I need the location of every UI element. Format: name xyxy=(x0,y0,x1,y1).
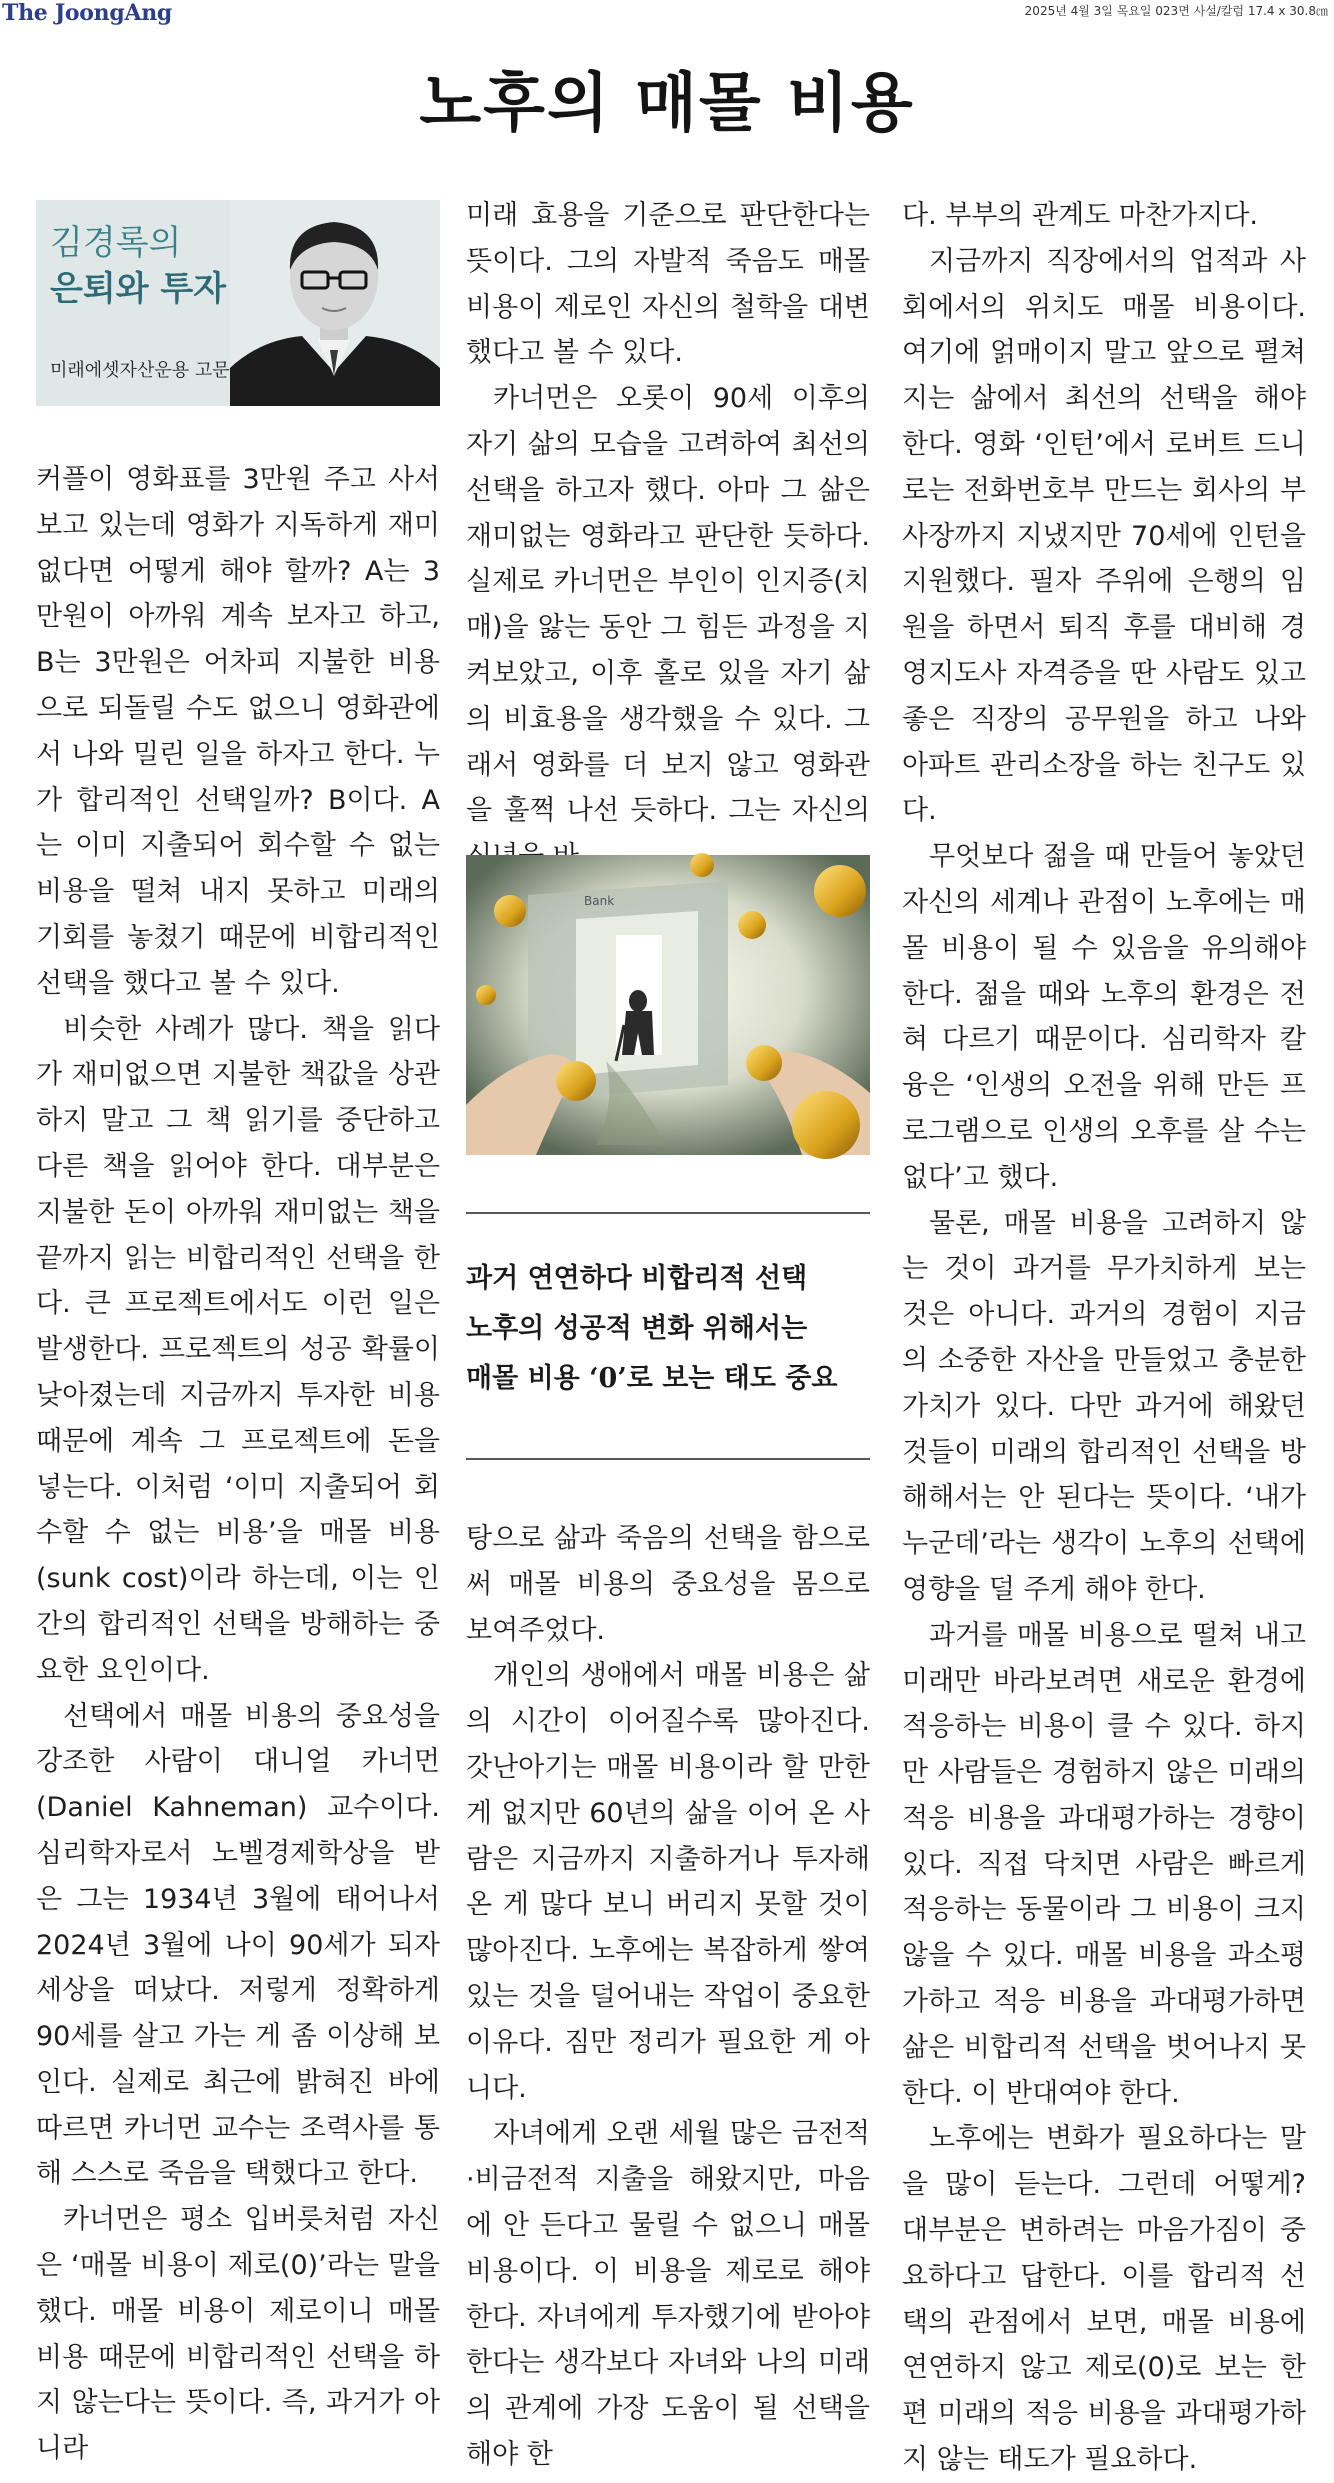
paragraph: 자녀에게 오랜 세월 많은 금전적·비금전적 지출을 해왔지만, 마음에 안 든다고 물릴 수 없으니 매몰 비용이다. 이 비용을 제로로 해야 한다. 자녀에게 투자했기에 받아야 한다는 생각보다 자녀와 나의 미래의 관계에 가장 도움이 될 선택을 해야 한 xyxy=(466,2118,870,2470)
publication-info: 2025년 4월 3일 목요일 023면 사설/칼럼 17.4 x 30.8㎝ xyxy=(1024,4,1328,18)
paragraph: 개인의 생애에서 매몰 비용은 삶의 시간이 이어질수록 많아진다. 갓난아기는 매몰 비용이라 할 만한 게 없지만 60년의 삶을 이어 온 사람은 지금까지 지출하거나 투자해온 게 많다 보니 버리지 못할 것이 많아진다. 노후에는 복잡하게 쌓여 있는 것을 덜어내는 작업이 중요한 이유다. 짐만 정리가 필요한 게 아니다. xyxy=(466,1660,870,2104)
article-column-3 xyxy=(902,193,1306,2483)
author-portrait xyxy=(230,200,440,406)
paragraph: 카너먼은 평소 입버릇처럼 자신은 ‘매몰 비용이 제로(0)’라는 말을 했다. 매몰 비용이 제로이니 매몰 비용 때문에 비합리적인 선택을 하지 않는다는 뜻이다. 즉, 과거가 아니라 xyxy=(36,2204,440,2465)
paragraph: 미래 효용을 기준으로 판단한다는 뜻이다. 그의 자발적 죽음도 매몰 비용이 제로인 자신의 철학을 대변했다고 볼 수 있다. xyxy=(466,200,870,369)
paragraph: 탕으로 삶과 죽음의 선택을 함으로써 매몰 비용의 중요성을 몸으로 보여주었다. xyxy=(466,1523,870,1646)
paragraph: 다. 부부의 관계도 마찬가지다. xyxy=(902,200,1258,231)
newspaper-logo: The JoongAng xyxy=(2,0,173,26)
paragraph: 노후에는 변화가 필요하다는 말을 많이 듣는다. 그런데 어떻게? 대부분은 변하려는 마음가짐이 중요하다고 답한다. 이를 합리적 선택의 관점에서 보면, 매몰 비용에 연연하지 않고 제로(0)로 보는 한편 미래의 적응 비용을 과대평가하지 않는 태도가 필요하다. xyxy=(902,2123,1306,2476)
paragraph: 물론, 매몰 비용을 고려하지 않는 것이 과거를 무가치하게 보는 것은 아니다. 과거의 경험이 지금의 소중한 자산을 만들었고 충분한 가치가 있다. 다만 과거에 해왔던 것들이 미래의 합리적인 선택을 방해해서는 안 된다는 뜻이다. ‘내가 누군데’라는 생각이 노후의 선택에 영향을 덜 주게 해야 한다. xyxy=(902,1207,1306,1605)
paragraph: 커플이 영화표를 3만원 주고 사서 보고 있는데 영화가 지독하게 재미없다면 어떻게 해야 할까? A는 3만원이 아까워 계속 보자고 하고, B는 3만원은 어차피 지불한 비용으로 되돌릴 수도 없으니 영화관에서 나와 밀린 일을 하자고 한다. 누가 합리적인 선택일까? B이다. A는 이미 지출되어 회수할 수 없는 비용을 떨쳐 내지 못하고 미래의 기회를 놓쳤기 때문에 비합리적인 선택을 했다고 볼 수 있다. xyxy=(36,464,440,999)
paragraph: 선택에서 매몰 비용의 중요성을 강조한 사람이 대니얼 카너먼(Daniel Kahneman) 교수이다. 심리학자로서 노벨경제학상을 받은 그는 1934년 3월에 태어나서 2024년 3월에 나이 90세가 되자 세상을 떠났다. 저렇게 정확하게 90세를 살고 가는 게 좀 이상해 보인다. 실제로 최근에 밝혀진 바에 따르면 카너먼 교수는 조력사를 통해 스스로 죽음을 택했다고 한다. xyxy=(36,1700,440,2190)
column-name-line2: 은퇴와 투자 xyxy=(50,269,227,309)
paragraph: 카너먼은 오롯이 90세 이후의 자기 삶의 모습을 고려하여 최선의 선택을 하고자 했다. 아마 그 삶은 재미없는 영화라고 판단한 듯하다. 실제로 카너먼은 부인이 인지증(치매)을 앓는 동안 그 힘든 과정을 지켜보았고, 이후 홀로 있을 자기 삶의 비효용을 생각했을 수 있다. 그래서 영화를 더 보지 않고 영화관을 훌쩍 나선 듯하다. 그는 자신의 xyxy=(466,383,870,827)
paragraph: 지금까지 직장에서의 업적과 사회에서의 위치도 매몰 비용이다. 여기에 얽매이지 말고 앞으로 펼쳐지는 삶에서 최선의 선택을 해야 한다. 영화 ‘인턴’에서 로버트 드니로는 전화번호부 만드는 회사의 부사장까지 지냈지만 70세에 인턴을 지원했다. 필자 주위에 은행의 임원을 하면서 퇴직 후를 대비해 경영지도사 자격증을 딴 사람도 있고 좋은 직장의 공무원을 하고 나와 아파트 관리소장을 하는 친구도 있다. xyxy=(902,245,1306,827)
column-name-line1: 김경록의 xyxy=(50,223,182,263)
paragraph: 과거를 매몰 비용으로 떨쳐 내고 미래만 바라보려면 새로운 환경에 적응하는 비용이 클 수 있다. 하지만 사람들은 경험하지 않은 미래의 적응 비용을 과대평가하는 경향이 있다. 직접 닥치면 사람은 빠르게 적응하는 동물이라 그 비용이 크지 않을 수 있다. 매몰 비용을 과소평가하고 적응 비용을 과대평가하면 삶은 비합리적 선택을 벗어나지 못한다. 이 반대여야 한다. xyxy=(902,1619,1306,2109)
paragraph: 무엇보다 젊을 때 만들어 놓았던 자신의 세계나 관점이 노후에는 매몰 비용이 될 수 있음을 유의해야 한다. 젊을 때와 노후의 환경은 전혀 다르기 때문이다. 심리학자 칼 융은 ‘인생의 오전을 위해 만든 프로그램으로 인생의 오후를 살 수는 없다’고 했다. xyxy=(902,841,1306,1193)
article-column-2-top xyxy=(466,193,870,880)
bank-sign-text: Bank xyxy=(584,894,615,908)
article-column-1 xyxy=(36,457,440,2472)
article-title: 노후의 매몰 비용 xyxy=(419,67,915,141)
article-column-2-bottom xyxy=(466,1516,870,2478)
illustration-image xyxy=(466,855,870,1155)
author-title: 미래에셋자산운용 고문 xyxy=(50,360,230,381)
pull-quote-line: 매몰 비용 ‘0’로 보는 태도 중요 xyxy=(466,1363,838,1394)
column-profile-box xyxy=(36,200,440,406)
paragraph: 비슷한 사례가 많다. 책을 읽다가 재미없으면 지불한 책값을 상관하지 말고 그 책 읽기를 중단하고 다른 책을 읽어야 한다. 대부분은 지불한 돈이 아까워 재미없는 책을 끝까지 읽는 비합리적인 선택을 한다. 큰 프로젝트에서도 이런 일은 발생한다. 프로젝트의 성공 확률이 낮아졌는데 지금까지 투자한 비용 때문에 계속 그 프로젝트에 돈을 넣는다. 이처럼 ‘이미 지출되어 회수할 수 없는 비용’을 매몰 비용(sunk cost)이라 하는데, 이는 인간의 합리적인 선택을 방해하는 중요한 요인이다. xyxy=(36,1013,440,1686)
pull-quote-line: 과거 연연하다 비합리적 선택 xyxy=(466,1263,808,1294)
masthead xyxy=(0,0,1334,30)
pull-quote xyxy=(466,1212,870,1460)
pull-quote-line: 노후의 성공적 변화 위해서는 xyxy=(466,1313,808,1344)
